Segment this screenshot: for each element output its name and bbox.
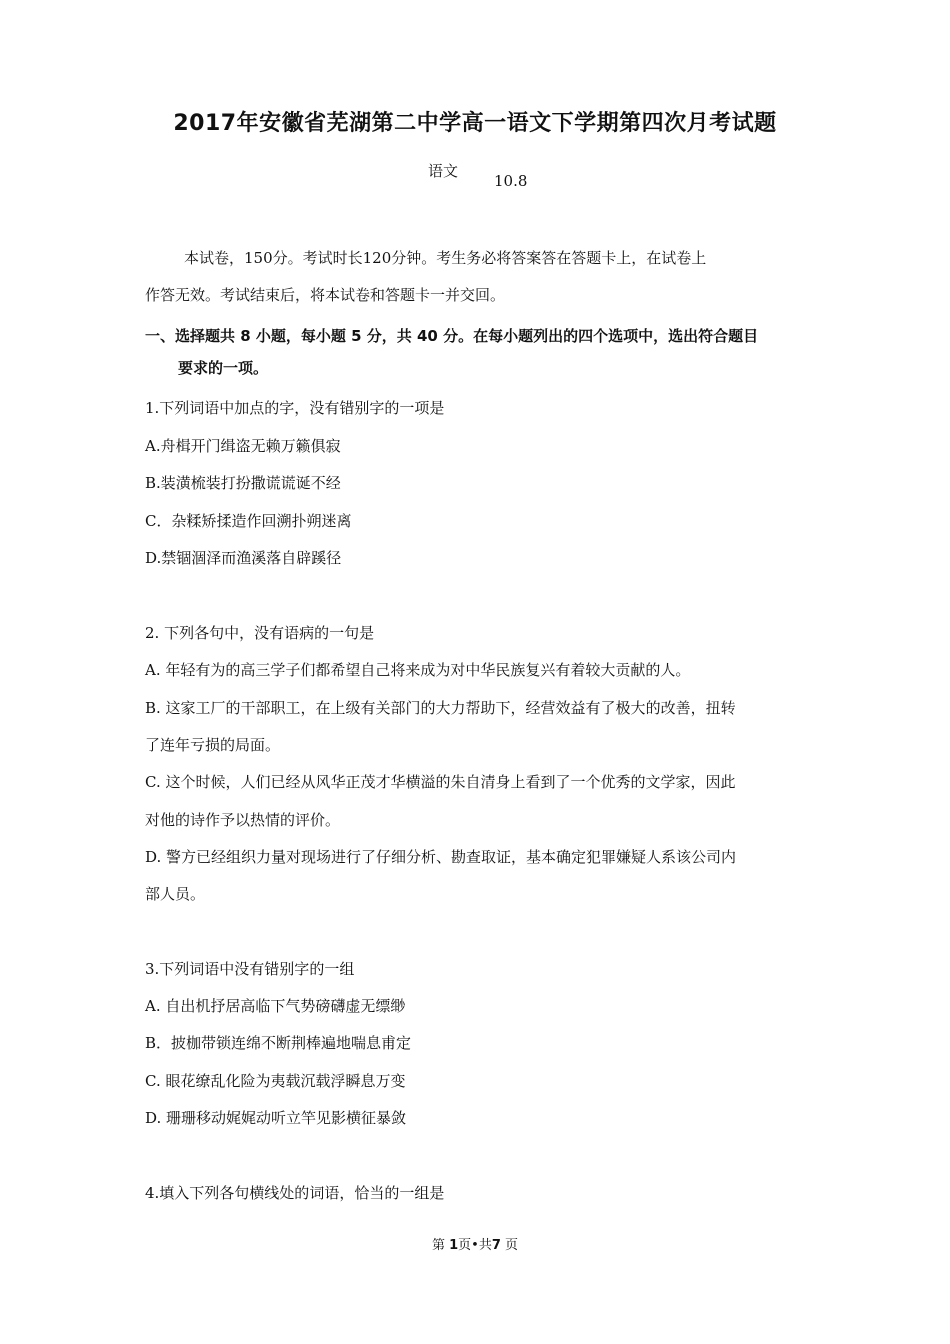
footer-prefix: 第 — [431, 1238, 445, 1253]
q2-option-d-line-2: 部人员。 — [145, 885, 206, 903]
q2-option-a: A. 年轻有为的高三学子们都希望自己将来成为对中华民族复兴有着较大贡献的人。 — [145, 661, 691, 679]
date-label: 10.8 — [494, 172, 528, 190]
intro-line-1: 本试卷，150分。考试时长120分钟。考生务必将答案答在答题卡上，在试卷上 — [184, 249, 707, 267]
q3-stem: 3.下列词语中没有错别字的一组 — [145, 960, 355, 978]
footer-mid: 页•共 — [458, 1238, 492, 1253]
q2-option-d-line-1: D. 警方已经组织力量对现场进行了仔细分析、勘查取证，基本确定犯罪嫌疑人系该公司内 — [145, 848, 737, 866]
section-heading-line-1: 一、选择题共 8 小题，每小题 5 分，共 40 分。在每小题列出的四个选项中，选出符合题目 — [145, 327, 759, 345]
q3-option-c: C. 眼花缭乱化险为夷载沉载浮瞬息万变 — [145, 1072, 406, 1090]
q2-option-c-line-1: C. 这个时候，人们已经从风华正茂才华横溢的朱自清身上看到了一个优秀的文学家，因此 — [145, 773, 736, 791]
footer-suffix: 页 — [505, 1238, 519, 1253]
q2-option-c-line-2: 对他的诗作予以热情的评价。 — [145, 811, 341, 829]
q1-option-b: B.装潢梳装打扮撒谎谎诞不经 — [145, 474, 341, 492]
page-footer — [0, 1234, 950, 1253]
footer-page-number: 1 — [449, 1238, 459, 1253]
section-heading-line-2: 要求的一项。 — [178, 359, 269, 377]
q1-stem: 1.下列词语中加点的字，没有错别字的一项是 — [145, 399, 445, 417]
q1-option-d: D.禁锢涸泽而渔溪落自辟蹊径 — [145, 549, 342, 567]
q3-option-a: A. 自出机抒居高临下气势磅礴虚无缥缈 — [145, 997, 406, 1015]
subject-label: 语文 — [428, 162, 459, 180]
footer-total-pages: 7 — [491, 1238, 501, 1253]
q3-option-b: B．披枷带锁连绵不断荆棒遍地喘息甫定 — [145, 1034, 412, 1052]
intro-line-2: 作答无效。考试结束后，将本试卷和答题卡一并交回。 — [145, 286, 506, 304]
q4-stem: 4.填入下列各句横线处的词语，恰当的一组是 — [145, 1184, 445, 1202]
q2-option-b-line-1: B. 这家工厂的干部职工，在上级有关部门的大力帮助下，经营效益有了极大的改善，扭转 — [145, 699, 736, 717]
q3-option-d: D. 珊珊移动娓娓动听立竿见影横征暴敛 — [145, 1109, 407, 1127]
q2-stem: 2. 下列各句中，没有语病的一句是 — [145, 624, 375, 642]
q1-option-c: C．杂糅矫揉造作回溯扑朔迷离 — [145, 512, 352, 530]
q1-option-a: A.舟楫开门缉盗无赖万籁俱寂 — [145, 437, 341, 455]
q2-option-b-line-2: 了连年亏损的局面。 — [145, 736, 281, 754]
page-title: 2017年安徽省芜湖第二中学高一语文下学期第四次月考试题 — [173, 111, 777, 136]
